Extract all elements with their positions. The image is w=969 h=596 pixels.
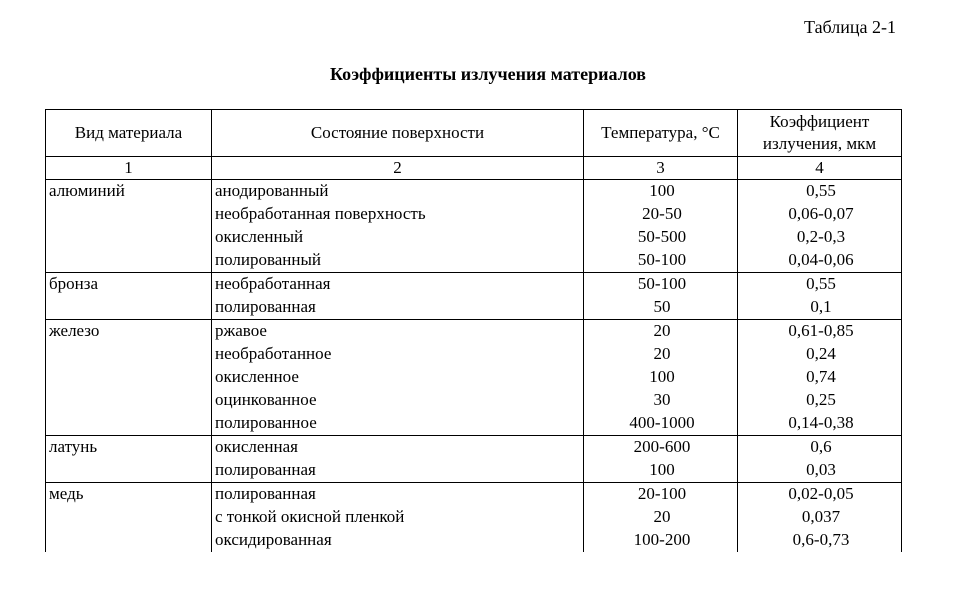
coefficient-cell: 0,74 [738,366,902,389]
coefficient-cell: 0,06-0,07 [738,203,902,226]
coefficient-cell: 0,25 [738,389,902,412]
material-cell [46,412,212,436]
coefficient-cell: 0,02-0,05 [738,483,902,507]
col-header-temperature: Температура, °C [584,110,738,157]
surface-cell: окисленный [212,226,584,249]
material-cell: алюминий [46,180,212,204]
temperature-cell: 50 [584,296,738,320]
surface-cell: полированный [212,249,584,273]
coefficient-cell: 0,6-0,73 [738,529,902,552]
material-cell [46,343,212,366]
table-row [46,366,902,389]
temperature-cell: 100 [584,459,738,483]
table-row [46,412,902,436]
table-row [46,389,902,412]
table-row [46,273,902,297]
table-title: Коэффициенты излучения материалов [329,64,647,84]
material-cell [46,389,212,412]
col-number-1: 1 [46,157,212,180]
col-number-2: 2 [212,157,584,180]
temperature-cell: 20 [584,506,738,529]
temperature-cell: 20 [584,343,738,366]
table-row [46,226,902,249]
temperature-cell: 30 [584,389,738,412]
material-cell [46,226,212,249]
table-body [46,180,902,553]
coefficient-cell: 0,55 [738,180,902,204]
col-number-4: 4 [738,157,902,180]
coefficient-cell: 0,24 [738,343,902,366]
temperature-cell: 200-600 [584,436,738,460]
table-row [46,180,902,204]
surface-cell: необработанное [212,343,584,366]
surface-cell: полированное [212,412,584,436]
temperature-cell: 400-1000 [584,412,738,436]
coefficient-cell: 0,04-0,06 [738,249,902,273]
table-row [46,249,902,273]
temperature-cell: 50-500 [584,226,738,249]
material-cell [46,296,212,320]
surface-cell: с тонкой окисной пленкой [212,506,584,529]
temperature-cell: 100 [584,180,738,204]
col-header-coefficient-line2: излучения, мкм [762,134,877,153]
col-header-coefficient [738,110,902,157]
temperature-cell: 100 [584,366,738,389]
surface-cell: полированная [212,296,584,320]
material-cell [46,459,212,483]
surface-cell: полированная [212,459,584,483]
temperature-cell: 50-100 [584,249,738,273]
material-cell [46,529,212,552]
table-row [46,296,902,320]
header-row [46,110,902,157]
table-row [46,203,902,226]
coefficient-cell: 0,55 [738,273,902,297]
table-row [46,506,902,529]
temperature-cell: 50-100 [584,273,738,297]
coefficient-cell: 0,14-0,38 [738,412,902,436]
material-cell [46,203,212,226]
col-header-material: Вид материала [46,110,212,157]
table-row [46,459,902,483]
surface-cell: ржавое [212,320,584,344]
surface-cell: окисленное [212,366,584,389]
table-number-label: Таблица 2-1 [804,17,896,37]
column-number-row [46,157,902,180]
material-cell: бронза [46,273,212,297]
coefficient-cell: 0,037 [738,506,902,529]
table-row [46,529,902,552]
emissivity-table [45,109,902,552]
material-cell [46,506,212,529]
surface-cell: необработанная [212,273,584,297]
col-header-surface: Состояние поверхности [212,110,584,157]
temperature-cell: 20 [584,320,738,344]
table-row [46,436,902,460]
material-cell: медь [46,483,212,507]
col-header-coefficient-line1: Коэффициент [769,112,870,131]
table-row [46,483,902,507]
coefficient-cell: 0,03 [738,459,902,483]
coefficient-cell: 0,2-0,3 [738,226,902,249]
material-cell: железо [46,320,212,344]
table-row [46,343,902,366]
surface-cell: оксидированная [212,529,584,552]
surface-cell: оцинкованное [212,389,584,412]
surface-cell: окисленная [212,436,584,460]
table-row [46,320,902,344]
surface-cell: необработанная поверхность [212,203,584,226]
coefficient-cell: 0,6 [738,436,902,460]
temperature-cell: 20-100 [584,483,738,507]
temperature-cell: 20-50 [584,203,738,226]
material-cell: латунь [46,436,212,460]
surface-cell: полированная [212,483,584,507]
col-number-3: 3 [584,157,738,180]
coefficient-cell: 0,1 [738,296,902,320]
surface-cell: анодированный [212,180,584,204]
temperature-cell: 100-200 [584,529,738,552]
coefficient-cell: 0,61-0,85 [738,320,902,344]
material-cell [46,366,212,389]
material-cell [46,249,212,273]
